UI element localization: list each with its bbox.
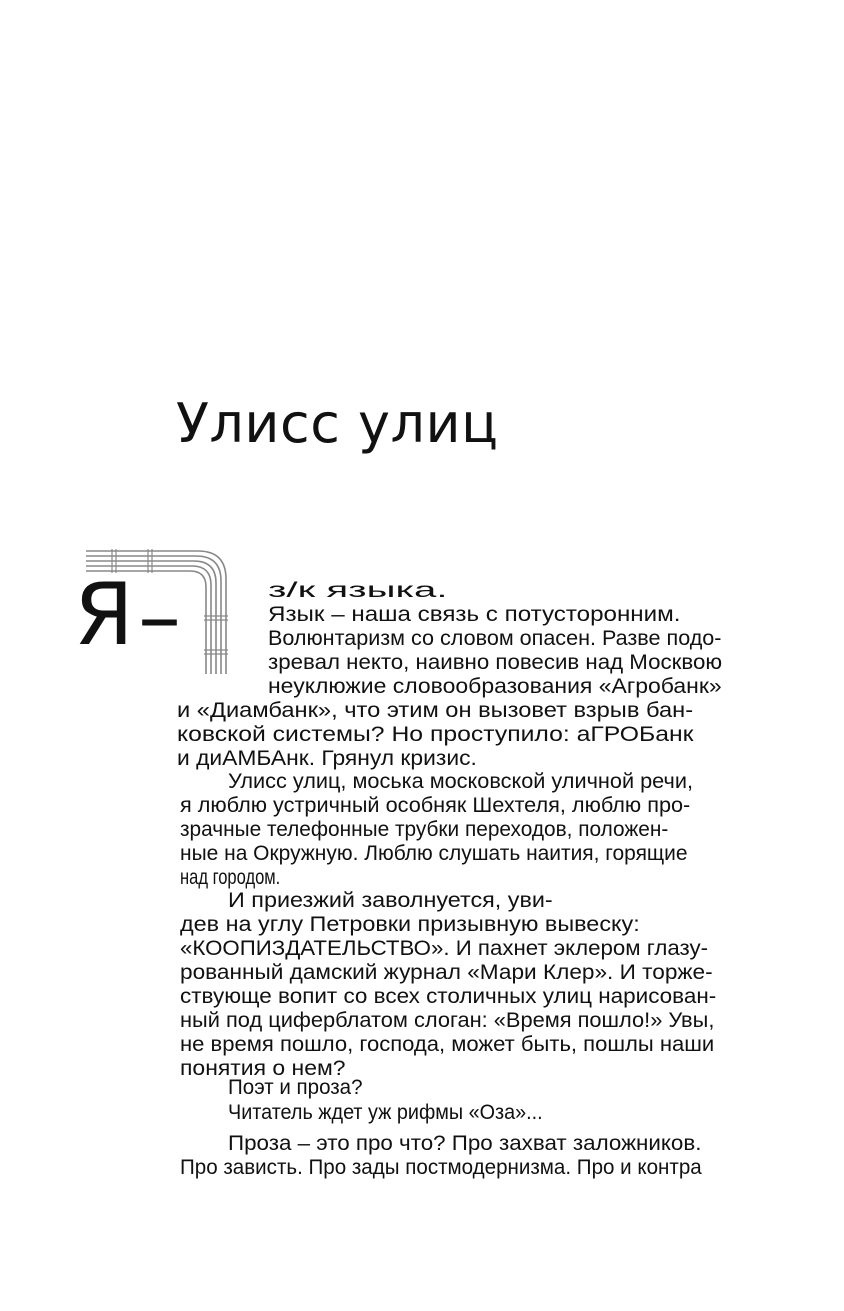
text-line: И приезжий заволнуется, уви- <box>228 889 553 912</box>
drop-cap-letter: Я <box>74 565 134 665</box>
text-line: ствующе вопит со всех столичных улиц нарисован- <box>180 985 717 1008</box>
text-line: и диАМБАнк. Грянул кризис. <box>177 747 477 770</box>
text-line: зревал некто, наивно повесив над Москвою <box>268 651 723 674</box>
text-line: я люблю устричный особняк Шехтеля, люблю про- <box>180 794 691 817</box>
text-line: зрачные телефонные трубки переходов, положен- <box>180 818 669 841</box>
text-line: ный под циферблатом слоган: «Время пошло!» Увы, <box>180 1009 715 1032</box>
text-line: з/к языка. <box>268 579 448 602</box>
text-line: понятия о нем? <box>180 1057 346 1080</box>
text-line: дев на углу Петровки призывную вывеску: <box>180 913 640 936</box>
text-line: Читатель ждет уж рифмы «Оза»... <box>228 1101 543 1124</box>
text-line: Улисс улиц, моська московской уличной речи, <box>228 770 693 793</box>
text-line: ковской системы? Но проступило: аГРОБанк <box>177 723 694 746</box>
text-line: и «Диамбанк», что этим он вызовет взрыв бан- <box>177 699 694 722</box>
text-line: Про зависть. Про зады постмодернизма. Про и контра <box>180 1156 702 1179</box>
text-line: над городом. <box>180 866 281 889</box>
text-line: неуклюжие словообразования «Агробанк» <box>268 675 722 698</box>
text-line: «КООПИЗДАТЕЛЬСТВО». И пахнет эклером глазу- <box>180 937 709 960</box>
chapter-title: Улисс улиц <box>176 392 499 455</box>
text-line: рованный дамский журнал «Мари Клер». И торже- <box>180 961 713 984</box>
text-line: Волюнтаризм со словом опасен. Разве подо- <box>268 627 722 650</box>
text-line: не время пошло, господа, может быть, пошлы наши <box>180 1033 715 1056</box>
text-line: ные на Окружную. Люблю слушать наития, горящие <box>180 842 688 865</box>
drop-cap-dash: – <box>138 567 181 667</box>
drop-cap <box>74 546 244 681</box>
text-line: Проза – это про что? Про захват заложников. <box>228 1132 702 1155</box>
text-line: Язык – наша связь с потусторонним. <box>268 603 681 626</box>
text-line: Поэт и проза? <box>228 1076 363 1099</box>
